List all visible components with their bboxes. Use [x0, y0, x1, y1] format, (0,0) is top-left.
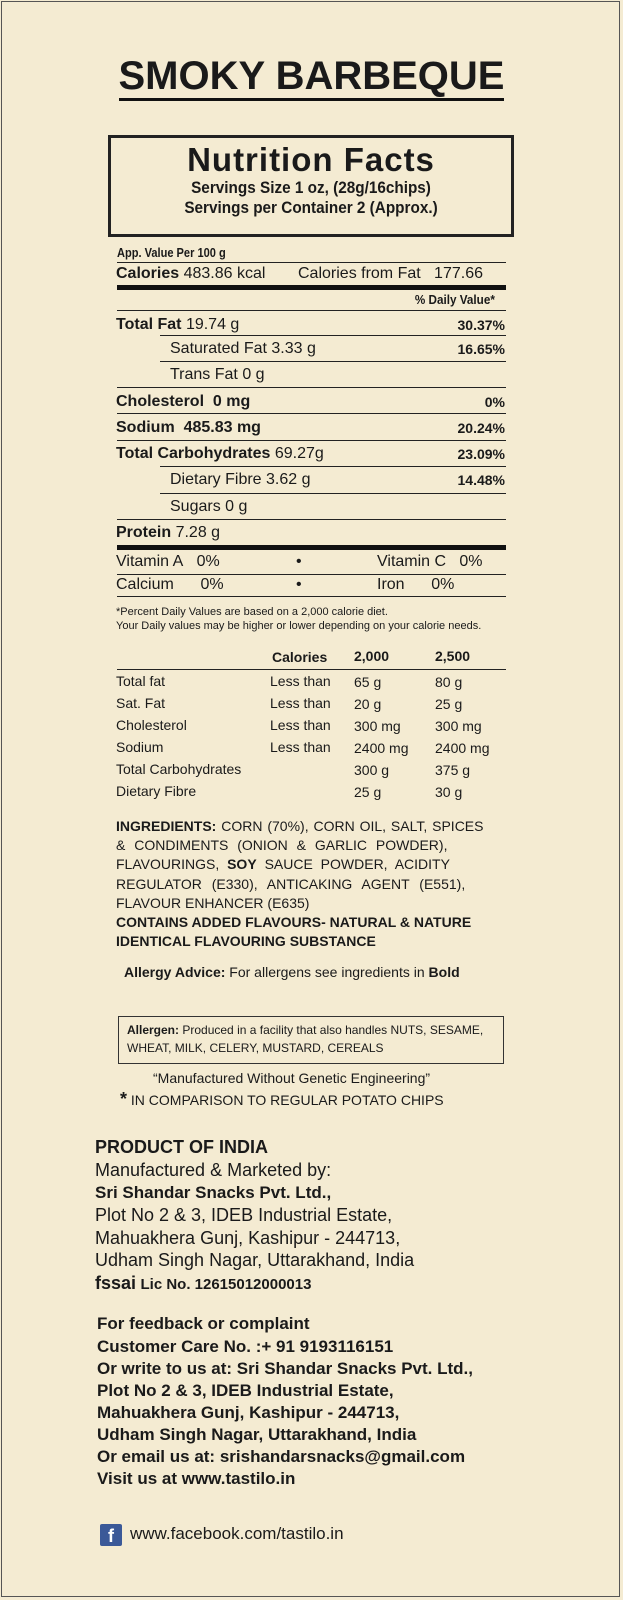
ingredients-line: FLAVOURINGS, SOY SAUCE POWDER, ACIDITY	[116, 856, 450, 872]
website-line[interactable]: Visit us at www.tastilo.in	[97, 1469, 296, 1488]
nutrient-row: Cholesterol 0 mg	[116, 393, 251, 410]
dv-cell: 2400 mg	[435, 740, 490, 756]
nutrient-row: Dietary Fibre 3.62 g	[170, 471, 311, 488]
ingredients-line: REGULATOR (E330), ANTICAKING AGENT (E551),	[116, 876, 466, 892]
address-line: Mahuakhera Gunj, Kashipur - 244713,	[95, 1228, 401, 1248]
product-title: SMOKY BARBEQUE	[0, 54, 623, 98]
dv-row: Total fat	[116, 673, 166, 689]
dv-cell: 300 mg	[435, 718, 482, 734]
gmo-note: “Manufactured Without Genetic Engineering”	[153, 1070, 431, 1086]
dv-cell: Less than	[270, 673, 331, 689]
dv-row: Cholesterol	[116, 717, 187, 733]
dv-cell: 65 g	[354, 674, 382, 690]
dv-cell: 375 g	[435, 762, 471, 778]
bullet: •	[296, 576, 302, 593]
contact-line: Udham Singh Nagar, Uttarakhand, India	[97, 1425, 417, 1444]
nutrient-row: Protein 7.28 g	[116, 524, 221, 541]
nutrient-row: Trans Fat 0 g	[170, 366, 265, 383]
per-100g-label: App. Value Per 100 g	[117, 245, 226, 260]
allergy-advice: Allergy Advice: For allergens see ingredients in Bold	[124, 964, 460, 980]
nutrient-row: Total Carbohydrates 69.27g	[116, 445, 324, 462]
dv-cell: 2400 mg	[354, 740, 409, 756]
dv-header-2000: 2,000	[354, 648, 390, 664]
contains-flavours: IDENTICAL FLAVOURING SUBSTANCE	[116, 933, 376, 949]
label-border	[1, 1, 620, 1597]
company-name: Sri Shandar Snacks Pvt. Ltd.,	[95, 1183, 332, 1202]
dv-cell: 30 g	[435, 784, 463, 800]
dv-row: Sat. Fat	[116, 695, 166, 711]
ingredients-line: & CONDIMENTS (ONION & GARLIC POWDER),	[116, 837, 448, 853]
allergen-box: Allergen: Produced in a facility that also handles NUTS, SESAME, WHEAT, MILK, CELERY, MUSTARD, CEREALS	[118, 1016, 504, 1064]
dv-cell: 25 g	[435, 696, 463, 712]
ingredients-line: FLAVOUR ENHANCER (E635)	[116, 895, 310, 911]
nutrient-pct: 14.48%	[457, 472, 505, 488]
calcium: Calcium 0%	[116, 576, 224, 593]
facebook-link[interactable]: www.facebook.com/tastilo.in	[130, 1524, 344, 1543]
email-line[interactable]: Or email us at: srishandarsnacks@gmail.com	[97, 1447, 466, 1466]
calories-from-fat: Calories from Fat 177.66	[298, 265, 483, 282]
nutrient-pct: 20.24%	[457, 420, 505, 436]
comparison-note: * IN COMPARISON TO REGULAR POTATO CHIPS	[120, 1089, 444, 1109]
dv-row: Total Carbohydrates	[116, 761, 242, 777]
contact-line: For feedback or complaint	[97, 1314, 310, 1333]
nutrient-row: Sodium 485.83 mg	[116, 419, 261, 436]
ingredients-line: INGREDIENTS: CORN (70%), CORN OIL, SALT, SPICES	[116, 818, 484, 834]
nutrient-row: Sugars 0 g	[170, 498, 248, 515]
contact-line: Plot No 2 & 3, IDEB Industrial Estate,	[97, 1381, 394, 1400]
dv-cell: Less than	[270, 695, 331, 711]
address-line: Udham Singh Nagar, Uttarakhand, India	[95, 1250, 415, 1270]
nutrient-pct: 23.09%	[457, 446, 505, 462]
customer-care: Customer Care No. :+ 91 9193116151	[97, 1337, 394, 1356]
manufacturer-line: Manufactured & Marketed by:	[95, 1160, 332, 1180]
contact-line: Mahuakhera Gunj, Kashipur - 244713,	[97, 1403, 400, 1422]
dv-row: Sodium	[116, 739, 164, 755]
bullet: •	[296, 553, 302, 570]
dv-cell: 300 mg	[354, 718, 401, 734]
contact-line: Or write to us at: Sri Shandar Snacks Pvt. Ltd.,	[97, 1359, 473, 1378]
dv-header-calories: Calories	[272, 649, 328, 665]
address-line: Plot No 2 & 3, IDEB Industrial Estate,	[95, 1205, 393, 1225]
dv-cell: 20 g	[354, 696, 382, 712]
dv-header-2500: 2,500	[435, 648, 471, 664]
nutrition-facts-title: Nutrition Facts	[187, 141, 435, 178]
serving-size: Servings Size 1 oz, (28g/16chips)	[191, 178, 431, 197]
dv-cell: 80 g	[435, 674, 463, 690]
product-origin: PRODUCT OF INDIA	[95, 1137, 268, 1157]
nutrient-row: Saturated Fat 3.33 g	[170, 340, 316, 357]
iron: Iron 0%	[377, 576, 455, 593]
dv-cell: Less than	[270, 739, 331, 755]
nutrition-facts-header	[108, 135, 514, 237]
dv-cell: 25 g	[354, 784, 382, 800]
calories-row: Calories 483.86 kcal	[116, 265, 266, 282]
contains-flavours: CONTAINS ADDED FLAVOURS- NATURAL & NATURE	[116, 914, 472, 930]
vitamin-c: Vitamin C 0%	[377, 553, 483, 570]
nutrient-pct: 0%	[484, 394, 505, 410]
vitamin-a: Vitamin A 0%	[116, 553, 220, 570]
nutrient-pct: 16.65%	[457, 341, 505, 357]
fssai-license: fssai Lic No. 12615012000013	[95, 1273, 312, 1293]
dv-row: Dietary Fibre	[116, 783, 197, 799]
footnote: *Percent Daily Values are based on a 2,000 calorie diet.	[116, 606, 388, 618]
dv-cell: 300 g	[354, 762, 390, 778]
nutrient-pct: 30.37%	[457, 317, 505, 333]
nutrient-row: Total Fat 19.74 g	[116, 316, 240, 333]
facebook-icon[interactable]: f	[100, 1524, 122, 1546]
dv-cell: Less than	[270, 717, 331, 733]
daily-value-header: % Daily Value*	[414, 292, 495, 307]
servings-per-container: Servings per Container 2 (Approx.)	[184, 198, 438, 217]
footnote: Your Daily values may be higher or lower depending on your calorie needs.	[116, 620, 482, 632]
